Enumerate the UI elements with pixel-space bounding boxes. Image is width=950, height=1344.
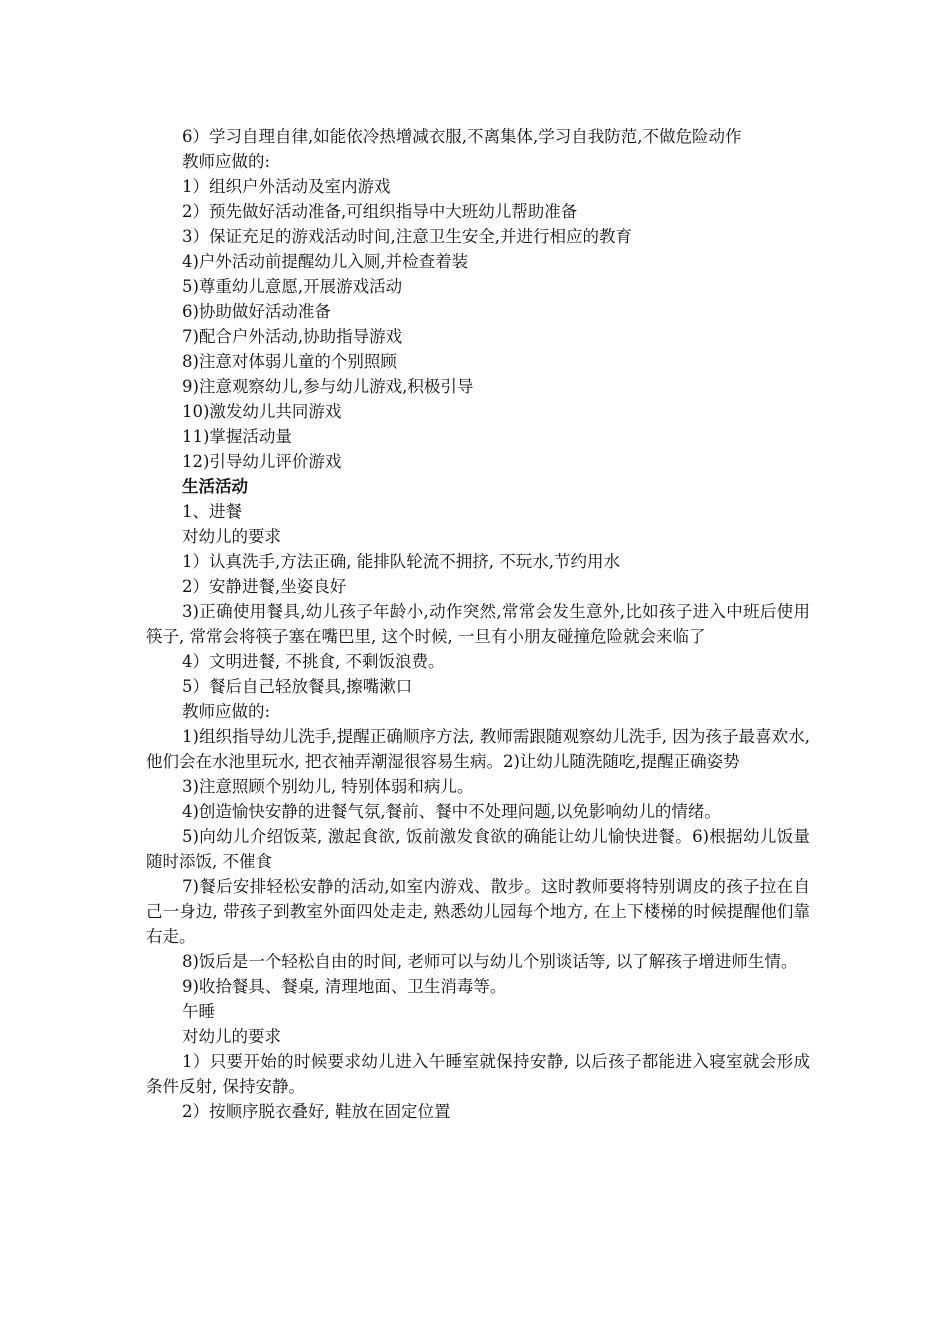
list-item: 6)协助做好活动准备 [182,302,331,321]
list-item: 7)餐后安排轻松安静的活动,如室内游戏、散步。这时教师要将特别调皮的孩子拉在自己一身边, 带孩子到教室外面四处走走, 熟悉幼儿园每个地方, 在上下楼梯的时候提醒他们靠右走。 [146,877,810,946]
list-item: 7)配合户外活动,协助指导游戏 [182,327,403,346]
list-item: 5)尊重幼儿意愿,开展游戏活动 [182,277,403,296]
paragraph: 6）学习自理自律,如能依冷热增减衣服,不离集体,学习自我防范,不做危险动作 [182,127,742,146]
list-item: 9)收拾餐具、餐桌, 清理地面、卫生消毒等。 [182,977,507,996]
paragraph: 教师应做的: [182,152,271,171]
list-item: 4）文明进餐, 不挑食, 不剩饭浪费。 [182,652,445,671]
list-item: 4)户外活动前提醒幼儿入厕,并检查着装 [182,252,469,271]
list-item: 1）组织户外活动及室内游戏 [182,177,391,196]
list-item: 9)注意观察幼儿,参与幼儿游戏,积极引导 [182,377,474,396]
subsection-heading: 午睡 [182,1002,215,1021]
list-item: 8)饭后是一个轻松自由的时间, 老师可以与幼儿个别谈话等, 以了解孩子增进师生情。 [182,952,798,971]
list-item: 12)引导幼儿评价游戏 [182,452,342,471]
paragraph: 教师应做的: [182,702,271,721]
list-item: 8)注意对体弱儿童的个别照顾 [182,352,397,371]
list-item: 3）保证充足的游戏活动时间,注意卫生安全,并进行相应的教育 [182,227,632,246]
list-item: 1）只要开始的时候要求幼儿进入午睡室就保持安静, 以后孩子都能进入寝室就会形成条件反射, 保持安静。 [146,1052,810,1096]
paragraph: 对幼儿的要求 [182,527,281,546]
paragraph: 对幼儿的要求 [182,1027,281,1046]
list-item: 1)组织指导幼儿洗手,提醒正确顺序方法, 教师需跟随观察幼儿洗手, 因为孩子最喜欢水, 他们会在水池里玩水, 把衣袖弄潮湿很容易生病。2)让幼儿随洗随吃,提醒正确姿势 [146,727,810,771]
list-item: 1）认真洗手,方法正确, 能排队轮流不拥挤, 不玩水,节约用水 [182,552,620,571]
section-heading: 生活活动 [182,477,248,496]
list-item: 5)向幼儿介绍饭菜, 激起食欲, 饭前激发食欲的确能让幼儿愉快进餐。6)根据幼儿饭量随时添饭, 不催食 [146,827,810,871]
list-item: 3)正确使用餐具,幼儿孩子年龄小,动作突然,常常会发生意外,比如孩子进入中班后使用筷子, 常常会将筷子塞在嘴巴里, 这个时候, 一旦有小朋友碰撞危险就会来临了 [146,602,810,646]
list-item: 3)注意照顾个别幼儿, 特别体弱和病儿。 [182,777,474,796]
list-item: 2）预先做好活动准备,可组织指导中大班幼儿帮助准备 [182,202,578,221]
list-item: 10)激发幼儿共同游戏 [182,402,342,421]
list-item: 2）按顺序脱衣叠好, 鞋放在固定位置 [182,1102,451,1121]
list-item: 4)创造愉快安静的进餐气氛,餐前、餐中不处理问题,以免影响幼儿的情绪。 [182,802,721,821]
subsection-heading: 1、进餐 [182,502,242,521]
list-item: 5）餐后自己轻放餐具,擦嘴漱口 [182,677,413,696]
document-body [146,124,810,1124]
list-item: 11)掌握活动量 [182,427,292,446]
list-item: 2）安静进餐,坐姿良好 [182,577,347,596]
